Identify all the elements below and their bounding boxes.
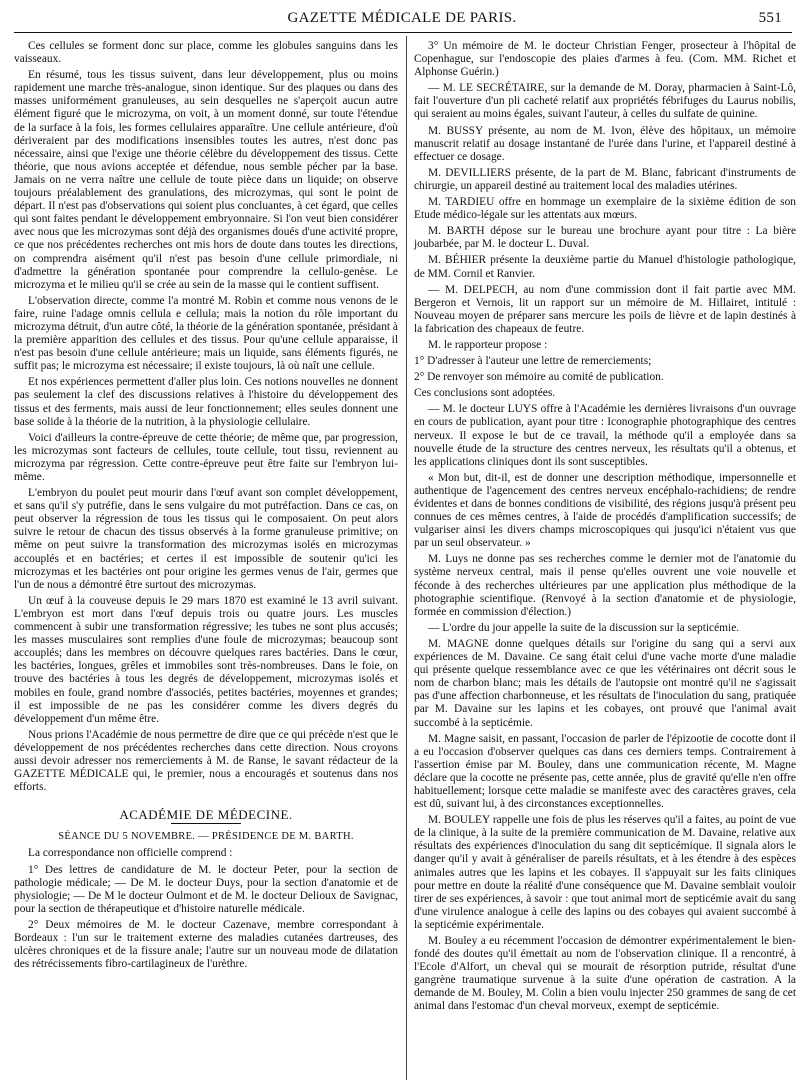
paragraph: M. MAGNE donne quelques détails sur l'origine du sang qui a servi aux expériences de M. Davaine. Ce sang était celui d'une vache morte d'une maladie qui présente quelque ressemblance avec ce que les vétérinaires ont décrit sous le nom de charbon blanc; mais les détails de l'autopsie ont montré qu'il ne s'agissait pas d'une affection charbonneuse, et les résultats de l'inoculation du sang, pratiquée par M. Davaine sur les lapins et les cobayes, ont prouvé que l'animal avait succombé à la septicémie. [414, 637, 796, 729]
paragraph: 3° Un mémoire de M. le docteur Christian Fenger, prosecteur à l'hôpital de Copenhague, sur l'endoscopie des plaies d'armes à feu. (Com. MM. Richet et Alphonse Guérin.) [414, 40, 796, 79]
paragraph: 1° D'adresser à l'auteur une lettre de remerciements; [414, 355, 652, 368]
paragraph: « Mon but, dit-il, est de donner une description méthodique, impersonnelle et authentique de l'agencement des centres nerveux encéphalo-rachidiens; de rendre évidentes et dans de bonnes conditions de visibilité, des régions jusqu'à présent peu connues de ces mêmes centres, à l'aide de procédés d'amplification successifs; de vulgariser ainsi les divers champs microscopiques qui jusqu'ici n'étaient vus que par un seul observateur. » [414, 471, 796, 550]
paragraph: L'observation directe, comme l'a montré M. Robin et comme nous venons de le faire, ruine l'adage omnis cellula e cellula; mais la notion du rôle important du microzyma détruit, d'un autre côté, la théorie de la génération spontanée, présidant à la première apparition des cellules et des tissus. Pour qu'une cellule apparaisse, il n'est pas besoin d'une cellule antérieure; mais un liquide, sans éléments figurés, ne suffit pas; le microzyma est nécessaire; il existe toujours, là où naît une cellule. [14, 294, 398, 373]
paragraph: 1° Des lettres de candidature de M. le docteur Peter, pour la section de pathologie médicale; — De M. le docteur Duys, pour la section d'anatomie et de physiologie; — De M le docteur Oulmont et de M. le docteur Delioux de Savignac, pour la section de thérapeutique et d'histoire naturelle médicale. [14, 863, 398, 915]
paragraph: M. DEVILLIERS présente, de la part de M. Blanc, fabricant d'instruments de chirurgie, un appareil destiné au traitement local des maladies utérines. [414, 166, 796, 192]
paragraph: En résumé, tous les tissus suivent, dans leur développement, plus ou moins rapidement une marche très-analogue, sinon identique. Sur des plaques ou dans des masses uniformément granuleuses, au sein desquelles ne s'aperçoit aucun autre élément figuré que le microzyma, on voit, à un moment donné, sur toute l'étendue de la surface à la fois, les formes cellulaires apparaître. Une cellule antérieure, d'où dériveraient par des modifications insensibles toutes les autres, n'est donc pas nécessaire, ainsi que l'exige une théorie célèbre du développement des tissus. Cette théorie, que nous avions acceptée et défendue, nous semble pécher par la base. Jamais on ne verra naître une cellule de toute pièce dans un liquide; on observe toujours préalablement des granulations, des microzymas, qui sont le point de départ. Il n'est pas d'observations qui soient plus concluantes, à cet égard, que celles qui sont faites pendant le développement embryonnaire. Si l'on veut bien considérer avec nous que les microzymas sont déjà des organismes doués d'une activité propre, ce que nos précédentes recherches ont mis hors de doute dans toutes les directions, on comprendra aisément qu'il n'est pas besoin d'une cellule primordiale, ni d'admettre la génération spontanée pour comprendre la cellulo-genèse. Le microzyma et le milieu qu'il se crée au sein de la masse qui le contient suffisent. [14, 69, 398, 291]
paragraph: La correspondance non officielle comprend : [28, 847, 233, 860]
paragraph: — M. le docteur LUYS offre à l'Académie les dernières livraisons d'un ouvrage en cours de publication, ayant pour titre : Iconographie photographique des centres nerveux. Il expose le but de ce travail, la méthode qu'il a employée dans sa nouvelle étude de la structure des centres nerveux, les résultats qu'il a obtenus, et les applications cliniques dont ils sont susceptibles. [414, 403, 796, 468]
paragraph: Ces conclusions sont adoptées. [414, 387, 556, 400]
paragraph: M. le rapporteur propose : [428, 338, 548, 351]
header-rule [14, 32, 792, 33]
paragraph: M. Bouley a eu récemment l'occasion de démontrer expérimentalement le bien-fondé des doutes qu'il émettait au nom de l'observation clinique. Il a rencontré, à l'Ecole d'Alfort, un cheval qui se mourait de résorption putride, résultat d'une gangrène traumatique survenue à la suite d'une opération de castration. A la demande de M. Bouley, M. Colin a bien voulu injecter 250 grammes de sang de cet animal dans l'estomac d'un cheval morveux, exempt de septicémie. [414, 935, 796, 1013]
section-title: ACADÉMIE DE MÉDECINE. [119, 807, 293, 823]
paragraph: Nous prions l'Académie de nous permettre de dire que ce qui précède n'est que le développement de nos précédentes recherches dans cette direction. Nous croyons aussi devoir adresser nos remerciements à M. de Ranse, le savant rédacteur de la GAZETTE MÉDICALE qui, le premier, nous a encouragés et soutenus dans nos efforts. [14, 728, 398, 794]
left-column [14, 40, 398, 974]
journal-title: GAZETTE MÉDICALE DE PARIS. [287, 10, 517, 26]
paragraph: Un œuf à la couveuse depuis le 29 mars 1870 est examiné le 13 avril suivant. L'embryon est mort dans l'œuf depuis trois ou quatre jours. Les muscles commencent à subir une transformation régressive; les tubes ne sont plus accusés; les masses musculaires sont remplies d'une foule de microzymas; beaucoup sont accouplés; dans les membres on découvre quelques rares bactéries. Dans le cœur, les bactéries, longues, grêles et immobiles sont très-nombreuses. Dans le foie, on trouve des bactéries à tous les degrés de développement, microzymas isolés et mobiles en foule, grand nombre d'associés, petites bactéries, moyennes et grandes; il est impossible de ne pas les considérer comme les divers degrés du développement d'un même être. [14, 594, 398, 725]
paragraph: Ces cellules se forment donc sur place, comme les globules sanguins dans les vaisseaux. [14, 40, 398, 66]
paragraph: 2° Deux mémoires de M. le docteur Cazenave, membre correspondant à Bordeaux : l'un sur le traitement externe des maladies cutanées dartreuses, des ulcères chroniques et de la fissure anale; l'autre sur un nouveau mode de dilatation des rétrécissements fibro-cartilagineux de l'urèthre. [14, 918, 398, 971]
paragraph: — L'ordre du jour appelle la suite de la discussion sur la septicémie. [428, 621, 740, 634]
paragraph: M. TARDIEU offre en hommage un exemplaire de la sixième édition de son Etude médico-légale sur les attentats aux mœurs. [414, 196, 796, 222]
paragraph: 2° De renvoyer son mémoire au comité de publication. [414, 371, 664, 384]
section-rule [171, 823, 241, 824]
paragraph: M. Magne saisit, en passant, l'occasion de parler de l'épizootie de cocotte dont il a eu l'occasion d'observer quelques cas dans ces derniers temps. Contrairement à l'assertion émise par M. Bouley, dans une communication récente, M. Magne déclare que la cocotte ne présente pas, cette année, plus de gravité qu'elle n'en offre habituellement; lorsque cette maladie se manifeste avec des caractères graves, cela est dû, suivant lui, à des circonstances exceptionnelles. [414, 732, 796, 811]
paragraph: — M. DELPECH, au nom d'une commission dont il fait partie avec MM. Bergeron et Vernois, lit un rapport sur un mémoire de M. Hillairet, intitulé : Nouveau moyen de préparer sans mercure les poils de lièvre et de lapin destinés à la fabrication des chapeaux de feutre. [414, 283, 796, 335]
page-header [14, 10, 790, 32]
paragraph: M. BUSSY présente, au nom de M. Ivon, élève des hôpitaux, un mémoire manuscrit relatif au dosage instantané de l'urée dans l'urine, et l'appareil destiné à effectuer ce dosage. [414, 124, 796, 163]
paragraph: M. BARTH dépose sur le bureau une brochure ayant pour titre : La bière joubarbée, par M. le docteur L. Duval. [414, 225, 796, 251]
right-column [414, 40, 796, 1017]
paragraph: M. Luys ne donne pas ses recherches comme le dernier mot de l'anatomie du système nerveux central, mais il pense qu'elles ouvrent une voie nouvelle et féconde à des recherches ultérieures par une application plus méthodique de la photographie scientifique. (Renvoyé à la section d'anatomie et de physiologie, formée en commission d'élection.) [414, 553, 796, 618]
paragraph: — M. LE SECRÉTAIRE, sur la demande de M. Doray, pharmacien à Saint-Lô, fait l'ouverture d'un pli cacheté relatif aux propriétés fébrifuges du Laurus nobilis, qui seraient au moins égales, suivant l'auteur, à celles du sulfate de quinine. [414, 82, 796, 121]
paragraph: M. BÉHIER présente la deuxième partie du Manuel d'histologie pathologique, de MM. Cornil et Ranvier. [414, 254, 796, 280]
paragraph: M. BOULEY rappelle une fois de plus les réserves qu'il a faites, au point de vue de la clinique, à la suite de la première communication de M. Davaine, relative aux résultats des expériences d'inoculation du sang dit septicémique. Il signala alors le danger qu'il y avait à généraliser de pareils résultats, et à les étendre à des espèces animales autres que les lapins et les cobayes. Il s'appuyait sur les faits cliniques pour mettre en doute la réalité d'une conséquence que M. Davaine semblait vouloir tirer de ses expériences, à savoir : que tout animal mort de septicémie avait du sang d'une virulence analogue à celle des lapins ou des cobayes qui avaient succombé à la septicémie expérimentale. [414, 814, 796, 931]
paragraph: Voici d'ailleurs la contre-épreuve de cette théorie; de même que, par progression, les microzymas sont facteurs de cellules, toute cellule, tout tissu, reviennent au microzyma par régression. Cette contre-épreuve peut être faite sur l'embryon lui-même. [14, 431, 398, 483]
paragraph: Et nos expériences permettent d'aller plus loin. Ces notions nouvelles ne donnent pas seulement la clef des discussions relatives à l'histoire du développement des tissus et des ferments, mais aussi de leur fonctionnement; elles seules donnent une base solide à la théorie de la nutrition, à la physiologie cellulaire. [14, 376, 398, 428]
seance-line: SÉANCE DU 5 NOVEMBRE. — PRÉSIDENCE DE M. BARTH. [58, 831, 354, 843]
page-number: 551 [758, 10, 782, 26]
paragraph: L'embryon du poulet peut mourir dans l'œuf avant son complet développement, et sans qu'il s'y putréfie, dans le sens vulgaire du mot putréfaction. Dans ce cas, on peut observer la régression de tous les tissus qui le composaient. On peut alors suivre le retour de chacun des tissus observés à la forme granuleuse primitive; on même on peut suivre la transformation des microzymas isolés en microzymas accouplés et en bactéries; et certes il est impossible de soutenir qu'ici les microzymas et les bactéries ont pour origine les germes venus de l'air, germes que l'un de nous a démontré être surtout des microzymas. [14, 487, 398, 591]
column-divider [406, 36, 407, 1080]
